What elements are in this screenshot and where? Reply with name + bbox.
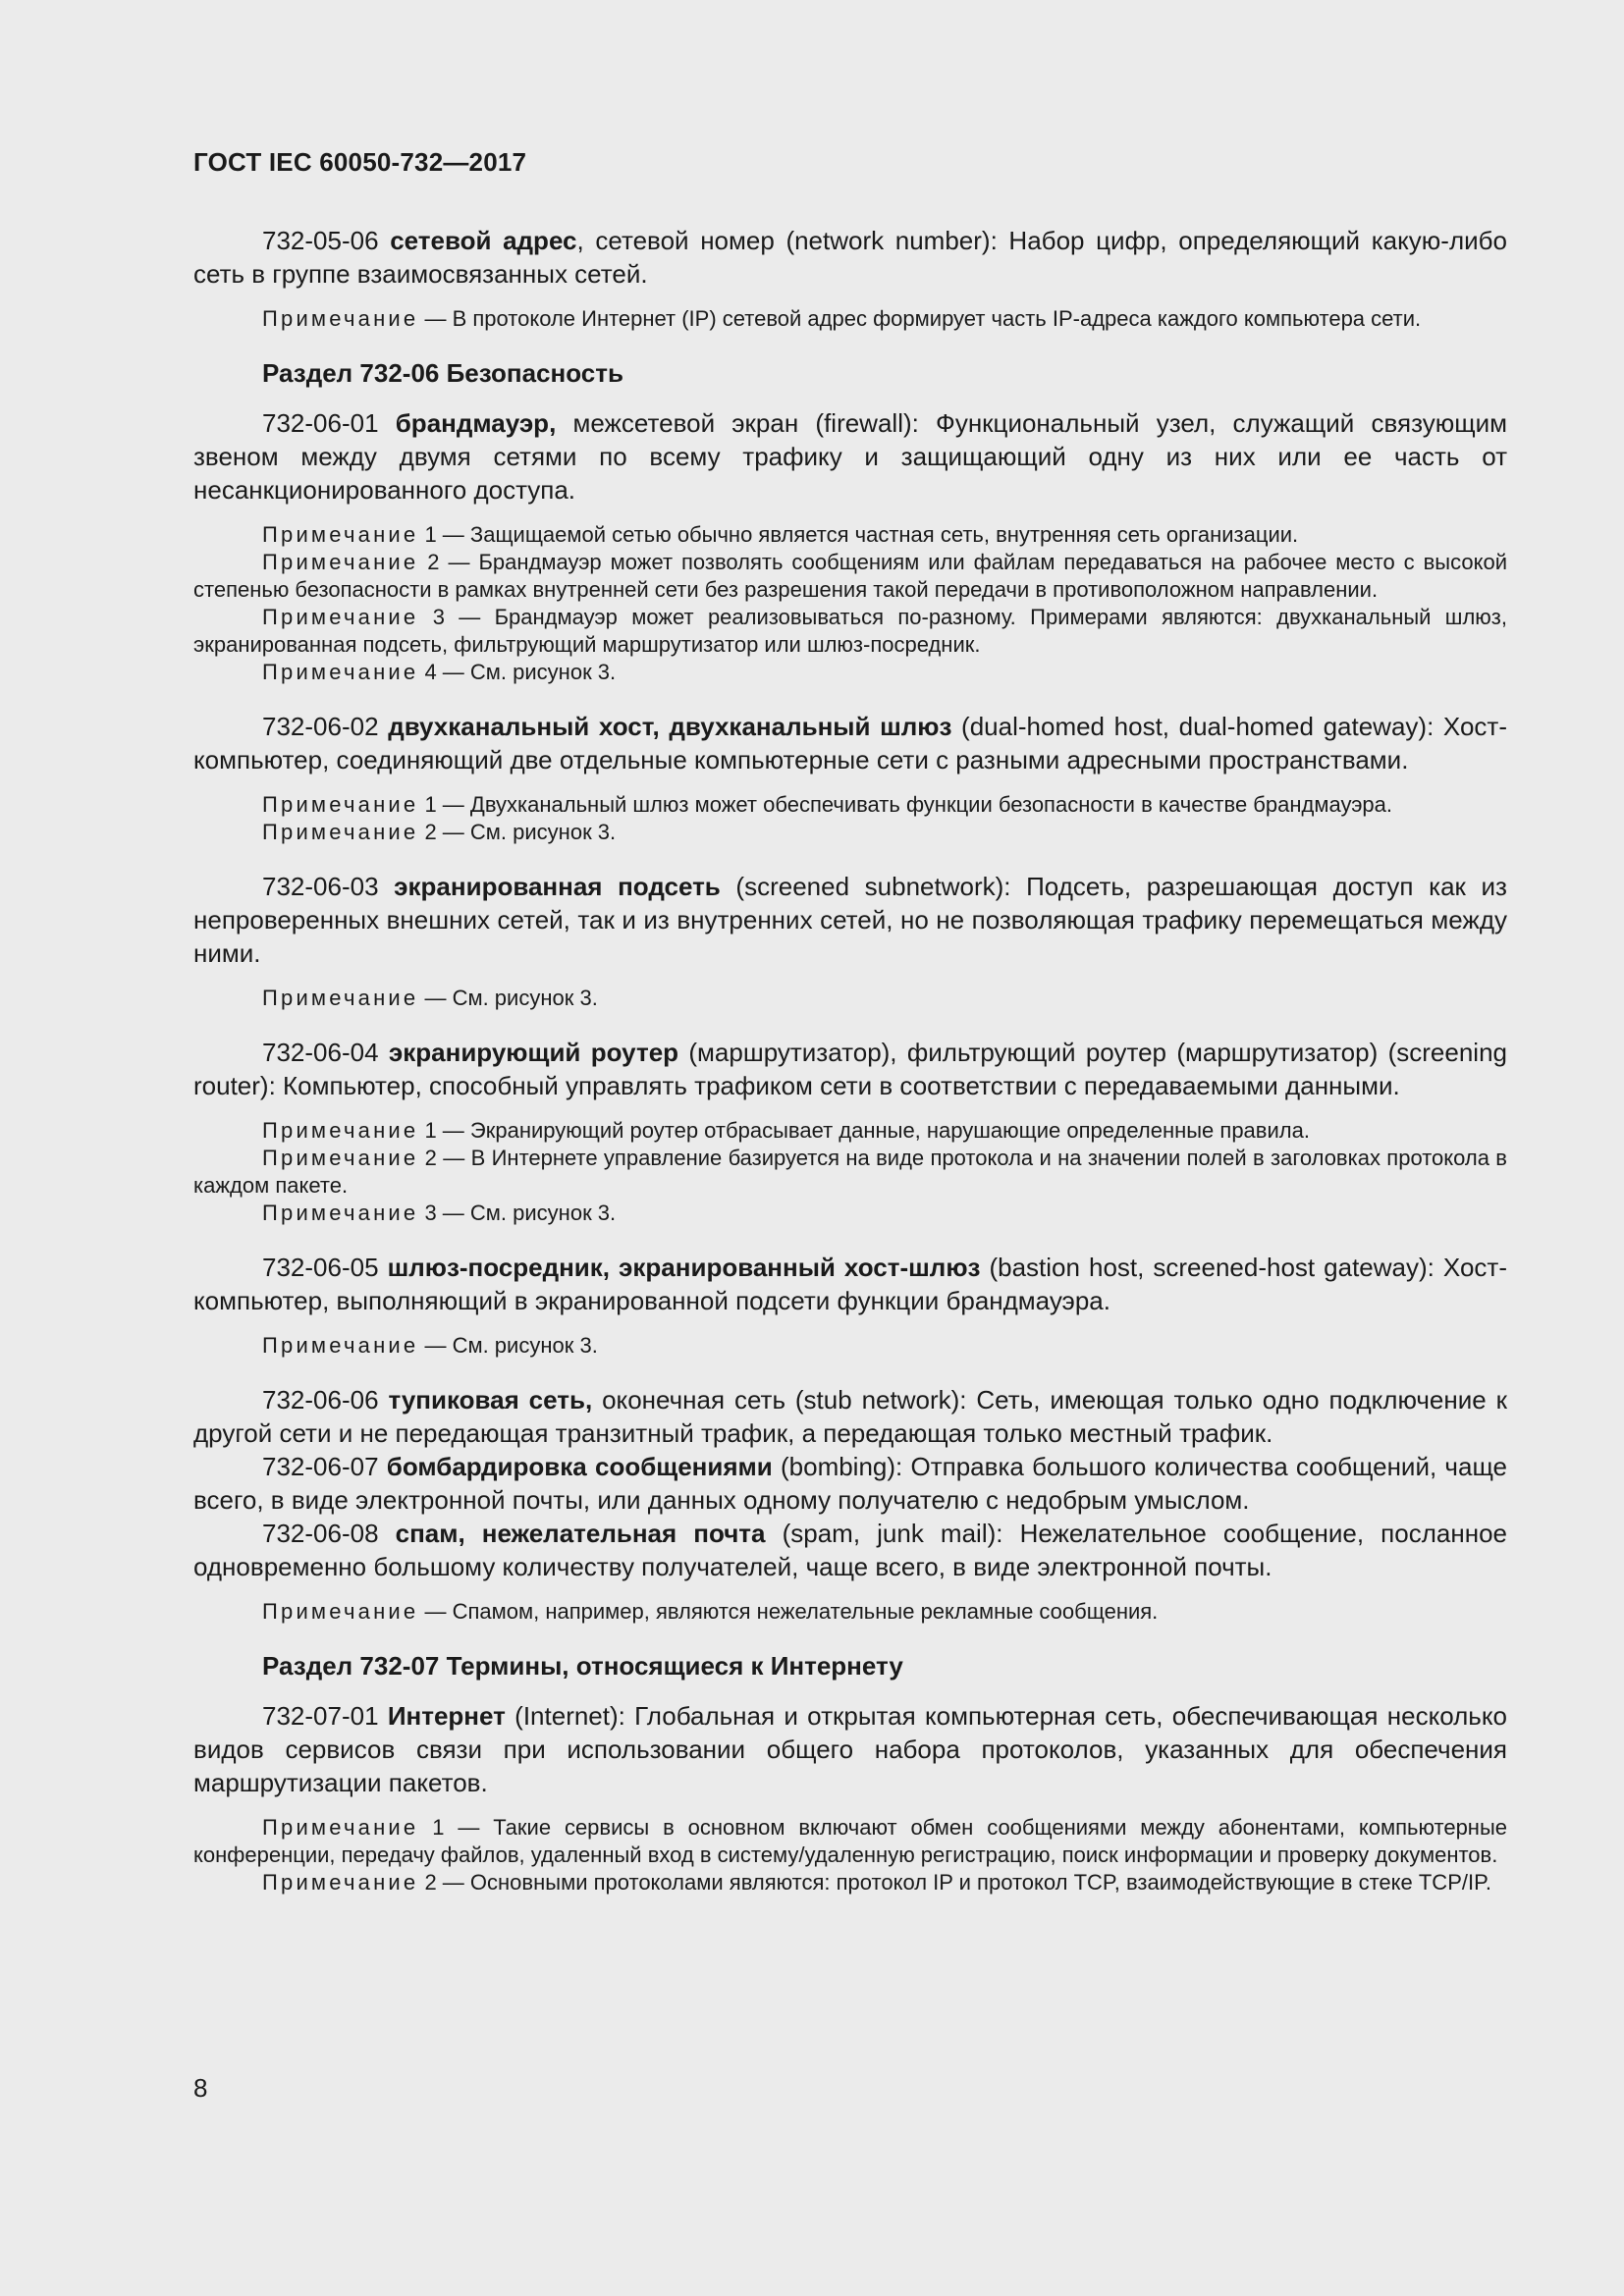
note-text: 1 — Такие сервисы в основном включают обмен сообщениями между абонентами, компьютерные конференции, передачу файлов, удаленный вход в систему/удаленную регистрацию, поиск информации и проверку документов. xyxy=(193,1815,1507,1867)
term-number: 732-06-02 xyxy=(262,712,379,741)
note-group xyxy=(193,985,1507,1012)
term-number: 732-06-01 xyxy=(262,408,379,438)
term-number: 732-06-03 xyxy=(262,872,379,901)
term-entry-732-06-03 xyxy=(193,870,1507,970)
term-name: сетевой адрес xyxy=(390,226,577,255)
term-definition: межсетевой экран (firewall): Функциональный узел, служащий связующим звеном между двумя сетями по всему трафику и защищающий одну из них или ее часть от несанкционированного доступа. xyxy=(193,408,1507,505)
note xyxy=(193,305,1507,333)
page-number: 8 xyxy=(193,2073,208,2103)
term-entry-732-06-08 xyxy=(193,1517,1507,1583)
note xyxy=(193,549,1507,604)
note-label: Примечание xyxy=(262,820,419,844)
note-label: Примечание xyxy=(262,986,419,1010)
note-group xyxy=(193,1117,1507,1227)
term-name: бомбардировка сообщениями xyxy=(386,1452,773,1481)
term-name: экранирующий роутер xyxy=(388,1038,679,1067)
note-text: 2 — Брандмауэр может позволять сообщениям или файлам передаваться на рабочее место с высокой степенью безопасности в рамках внутренней сети без разрешения такой передачи в противоположном направлении. xyxy=(193,550,1507,602)
note-text: 2 — Основными протоколами являются: протокол IP и протокол TCP, взаимодействующие в стеке TCP/IP. xyxy=(418,1870,1492,1895)
note-label: Примечание xyxy=(262,605,419,629)
note-label: Примечание xyxy=(262,1201,419,1225)
note xyxy=(193,1332,1507,1360)
note-group xyxy=(193,791,1507,846)
note-text: — См. рисунок 3. xyxy=(418,986,598,1010)
term-entry-732-06-01 xyxy=(193,406,1507,507)
term-entry-732-06-04 xyxy=(193,1036,1507,1102)
term-entry-732-06-05 xyxy=(193,1251,1507,1317)
note-text: 1 — Двухканальный шлюз может обеспечивать функции безопасности в качестве брандмауэра. xyxy=(418,792,1393,817)
note xyxy=(193,819,1507,846)
term-entry-732-06-07 xyxy=(193,1450,1507,1517)
term-name: спам, нежелательная почта xyxy=(395,1519,766,1548)
note-text: 1 — Защищаемой сетью обычно является частная сеть, внутренняя сеть организации. xyxy=(418,522,1299,547)
term-number: 732-06-06 xyxy=(262,1385,379,1415)
note-group xyxy=(193,305,1507,333)
term-number: 732-06-05 xyxy=(262,1253,379,1282)
term-definition: (screened subnetwork): Подсеть, разрешающая доступ как из непроверенных внешних сетей, так и из внутренних сетей, но не позволяющая трафику перемещаться между ними. xyxy=(193,872,1507,968)
term-definition: (dual-homed host, dual-homed gateway): Хост-компьютер, соединяющий две отдельные компьютерные сети с разными адресными пространствами. xyxy=(193,712,1508,774)
note xyxy=(193,791,1507,819)
note xyxy=(193,1145,1507,1200)
note-label: Примечание xyxy=(262,522,419,547)
note xyxy=(193,1869,1507,1896)
note xyxy=(193,1117,1507,1145)
section-heading-732-06: Раздел 732-06 Безопасность xyxy=(262,358,623,388)
note-group xyxy=(193,521,1507,686)
note-label: Примечание xyxy=(262,1870,419,1895)
note xyxy=(193,604,1507,659)
term-definition: (bastion host, screened-host gateway): Хост-компьютер, выполняющий в экранированной подсети функции брандмауэра. xyxy=(193,1253,1507,1315)
note-label: Примечание xyxy=(262,550,419,574)
term-entry-732-06-06 xyxy=(193,1383,1507,1450)
term-definition: (Internet): Глобальная и открытая компьютерная сеть, обеспечивающая несколько видов сервисов связи при использовании общего набора протоколов, указанных для обеспечения маршрутизации пакетов. xyxy=(193,1701,1507,1797)
term-entry-732-07-01 xyxy=(193,1699,1507,1799)
term-number: 732-05-06 xyxy=(262,226,379,255)
note-text: — См. рисунок 3. xyxy=(418,1333,598,1358)
note-label: Примечание xyxy=(262,660,419,684)
term-number: 732-07-01 xyxy=(262,1701,379,1731)
note-group xyxy=(193,1598,1507,1626)
term-entry-732-06-02 xyxy=(193,710,1507,776)
section-heading-732-07: Раздел 732-07 Термины, относящиеся к Интернету xyxy=(262,1651,903,1681)
term-definition: (spam, junk mail): Нежелательное сообщение, посланное одновременно большому количеству получателей, чаще всего, в виде электронной почты. xyxy=(193,1519,1507,1581)
note-text: 3 — См. рисунок 3. xyxy=(418,1201,617,1225)
note-text: — В протоколе Интернет (IP) сетевой адрес формирует часть IP-адреса каждого компьютера сети. xyxy=(418,306,1422,331)
term-number: 732-06-08 xyxy=(262,1519,379,1548)
term-definition: (маршрутизатор), фильтрующий роутер (маршрутизатор) (screening router): Компьютер, способный управлять трафиком сети в соответствии с передаваемыми данными. xyxy=(193,1038,1508,1100)
term-name: двухканальный хост, двухканальный шлюз xyxy=(388,712,952,741)
note-label: Примечание xyxy=(262,1599,419,1624)
note xyxy=(193,521,1507,549)
note-text: 4 — См. рисунок 3. xyxy=(418,660,617,684)
term-definition: , сетевой номер (network number): Набор цифр, определяющий какую-либо сеть в группе взаимосвязанных сетей. xyxy=(193,226,1507,289)
term-definition: оконечная сеть (stub network): Сеть, имеющая только одно подключение к другой сети и не передающая транзитный трафик, а передающая только местный трафик. xyxy=(193,1385,1507,1448)
note-text: 2 — См. рисунок 3. xyxy=(418,820,617,844)
note-label: Примечание xyxy=(262,1815,419,1840)
document-header: ГОСТ IEC 60050-732—2017 xyxy=(193,147,527,177)
term-name: Интернет xyxy=(387,1701,506,1731)
note-label: Примечание xyxy=(262,1146,419,1170)
note-text: 2 — В Интернете управление базируется на виде протокола и на значении полей в заголовках протокола в каждом пакете. xyxy=(193,1146,1507,1198)
note-text: 3 — Брандмауэр может реализовываться по-разному. Примерами являются: двухканальный шлюз, экранированная подсеть, фильтрующий маршрутизатор или шлюз-посредник. xyxy=(193,605,1507,657)
term-entry-732-05-06 xyxy=(193,224,1507,291)
note xyxy=(193,1200,1507,1227)
note-label: Примечание xyxy=(262,1333,419,1358)
term-number: 732-06-04 xyxy=(262,1038,379,1067)
note-label: Примечание xyxy=(262,1118,419,1143)
note-label: Примечание xyxy=(262,792,419,817)
term-name: брандмауэр, xyxy=(395,408,557,438)
note xyxy=(193,985,1507,1012)
note xyxy=(193,659,1507,686)
note-label: Примечание xyxy=(262,306,419,331)
note xyxy=(193,1598,1507,1626)
note xyxy=(193,1814,1507,1869)
term-name: экранированная подсеть xyxy=(394,872,721,901)
term-number: 732-06-07 xyxy=(262,1452,379,1481)
note-text: — Спамом, например, являются нежелательные рекламные сообщения. xyxy=(418,1599,1159,1624)
note-group xyxy=(193,1332,1507,1360)
term-name: тупиковая сеть, xyxy=(388,1385,593,1415)
term-name: шлюз-посредник, экранированный хост-шлюз xyxy=(387,1253,981,1282)
note-text: 1 — Экранирующий роутер отбрасывает данные, нарушающие определенные правила. xyxy=(418,1118,1310,1143)
document-body xyxy=(193,224,1507,1920)
term-definition: (bombing): Отправка большого количества сообщений, чаще всего, в виде электронной почты, или данных одному получателю с недобрым умыслом. xyxy=(193,1452,1507,1515)
note-group xyxy=(193,1814,1507,1896)
